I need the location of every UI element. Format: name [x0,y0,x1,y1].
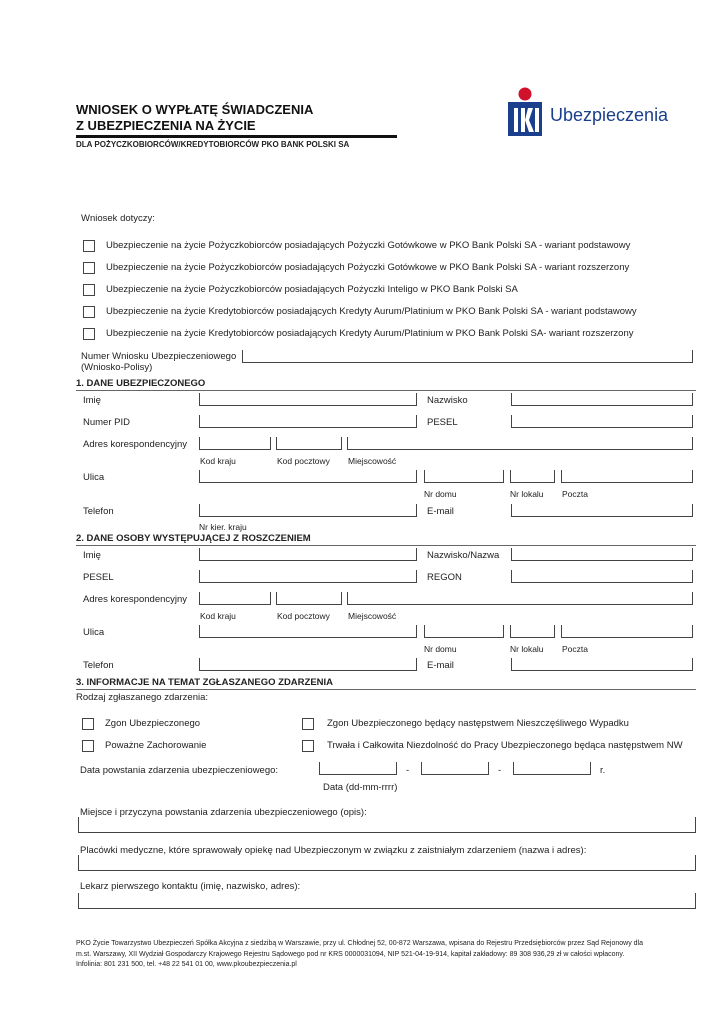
death-accident-label: Zgon Ubezpieczonego będący następstwem Nieszczęśliwego Wypadku [327,718,629,729]
s2-postal-code-field[interactable] [276,592,342,605]
s1-house-no-label: Nr domu [424,489,457,499]
s2-last-name-label: Nazwisko/Nazwa [427,550,500,561]
date-separator: - [498,765,502,776]
s1-postal-code-label: Kod pocztowy [277,456,330,466]
s2-phone-field[interactable] [199,658,417,671]
s2-city-label: Miejscowość [348,611,397,621]
section3-divider [76,689,696,690]
facilities-field[interactable] [78,855,696,871]
s1-city-label: Miejscowość [348,456,397,466]
s1-country-code-field[interactable] [199,437,271,450]
footer-line: Infolinia: 801 231 500, tel. +48 22 541 01 00, www.pkoubezpieczenia.pl [76,961,297,968]
s2-post-label: Poczta [562,644,588,654]
option-label: Ubezpieczenie na życie Kredytobiorców posiadających Kredyty Aurum/Platinium w PKO Bank Polski SA - wariant podstawowy [106,306,637,317]
form-title-line2: Z UBEZPIECZENIA NA ŻYCIE [76,118,256,133]
section1-heading: 1. DANE UBEZPIECZONEGO [76,378,206,389]
footer [76,939,691,971]
s2-country-code-label: Kod kraju [200,611,236,621]
s2-pesel-field[interactable] [199,570,417,583]
death-checkbox[interactable] [82,718,94,730]
illness-label: Poważne Zachorowanie [105,740,207,751]
footer-line: PKO Życie Towarzystwo Ubezpieczeń Spółka Akcyjna z siedzibą w Warszawie, przy ul. Chłodnej 52, 00-872 Warszawa, wpisana do Rejestru Przedsiębiorców przez Sąd Rejonowy dla [76,940,643,947]
event-year-field[interactable] [513,762,591,775]
s1-flat-no-field[interactable] [510,470,555,483]
s1-flat-no-label: Nr lokalu [510,489,544,499]
s1-postal-code-field[interactable] [276,437,342,450]
s2-street-field[interactable] [199,625,417,638]
s2-email-label: E-mail [427,660,454,671]
option-checkbox[interactable] [83,284,95,296]
s1-email-field[interactable] [511,504,693,517]
s1-pesel-field[interactable] [511,415,693,428]
s1-address-label: Adres korespondencyjny [83,439,188,450]
option-label: Ubezpieczenie na życie Kredytobiorców posiadających Kredyty Aurum/Platinium w PKO Bank Polski SA- wariant rozszerzony [106,328,634,339]
s2-postal-code-label: Kod pocztowy [277,611,330,621]
option-label: Ubezpieczenie na życie Pożyczkobiorców posiadających Pożyczki Inteligo w PKO Bank Polski SA [106,284,518,295]
pko-logo-icon [505,86,545,138]
footer-line: m.st. Warszawy, XII Wydział Gospodarczy Krajowego Rejestru Sądowego pod nr KRS 0000031094, NIP 521-04-19-914, kapitał zakładowy: 89 308 936,29 zł w całości wpłacony. [76,950,625,958]
s1-street-field[interactable] [199,470,417,483]
option-checkbox[interactable] [83,306,95,318]
s2-first-name-label: Imię [83,550,101,561]
s2-house-no-field[interactable] [424,625,504,638]
brand-name: Ubezpieczenia [550,105,669,125]
facilities-label: Placówki medyczne, które sprawowały opiekę nad Ubezpieczonym w związku z zaistniałym zdarzeniem (nazwa i adres): [80,845,587,856]
s2-first-name-field[interactable] [199,548,417,561]
s2-email-field[interactable] [511,658,693,671]
s2-flat-no-field[interactable] [510,625,555,638]
s1-house-no-field[interactable] [424,470,504,483]
illness-checkbox[interactable] [82,740,94,752]
policy-number-label: Numer Wniosku Ubezpieczeniowego [81,351,237,362]
section2-divider [76,545,696,546]
event-date-label: Data powstania zdarzenia ubezpieczeniowego: [80,765,279,776]
title-rule [76,135,397,138]
section1-divider [76,390,696,391]
s2-city-field[interactable] [347,592,693,605]
option-checkbox[interactable] [83,262,95,274]
death-label: Zgon Ubezpieczonego [105,718,201,729]
doctor-field[interactable] [78,893,696,909]
s2-flat-no-label: Nr lokalu [510,644,544,654]
s1-phone-field[interactable] [199,504,417,517]
s2-address-label: Adres korespondencyjny [83,594,188,605]
date-separator: - [406,765,410,776]
s2-regon-field[interactable] [511,570,693,583]
policy-number-field[interactable] [242,350,693,363]
event-day-field[interactable] [319,762,397,775]
event-type-label: Rodzaj zgłaszanego zdarzenia: [76,692,209,703]
s1-pid-label: Numer PID [83,417,130,428]
s2-post-field[interactable] [561,625,693,638]
s1-last-name-field[interactable] [511,393,693,406]
place-cause-label: Miejsce i przyczyna powstania zdarzenia ubezpieczeniowego (opis): [80,807,367,818]
year-suffix: r. [600,765,606,776]
option-label: Ubezpieczenie na życie Pożyczkobiorców posiadających Pożyczki Gotówkowe w PKO Bank Polski SA - wariant rozszerzony [106,262,630,273]
place-cause-field[interactable] [78,817,696,833]
s1-first-name-field[interactable] [199,393,417,406]
s2-pesel-label: PESEL [83,572,114,583]
option-checkbox[interactable] [83,240,95,252]
application-label: Wniosek dotyczy: [81,213,155,224]
s2-phone-label: Telefon [83,660,114,671]
s2-regon-label: REGON [427,572,462,583]
s2-last-name-field[interactable] [511,548,693,561]
section2-heading: 2. DANE OSOBY WYSTĘPUJĄCEJ Z ROSZCZENIEM [76,533,311,544]
s1-dial-code-label: Nr kier. kraju [199,522,247,532]
form-subtitle: DLA POŻYCZKOBIORCÓW/KREDYTOBIORCÓW PKO BANK POLSKI SA [76,140,350,149]
death-accident-checkbox[interactable] [302,718,314,730]
s1-first-name-label: Imię [83,395,101,406]
event-month-field[interactable] [421,762,489,775]
disability-label: Trwała i Całkowita Niezdolność do Pracy Ubezpieczonego będąca następstwem NW [327,740,683,751]
policy-number-sublabel: (Wniosko-Polisy) [81,362,153,373]
option-checkbox[interactable] [83,328,95,340]
s1-last-name-label: Nazwisko [427,395,468,406]
disability-checkbox[interactable] [302,740,314,752]
s2-house-no-label: Nr domu [424,644,457,654]
s1-pesel-label: PESEL [427,417,458,428]
s1-pid-field[interactable] [199,415,417,428]
s1-post-field[interactable] [561,470,693,483]
section3-heading: 3. INFORMACJE NA TEMAT ZGŁASZANEGO ZDARZENIA [76,677,334,688]
s2-street-label: Ulica [83,627,105,638]
date-format-label: Data (dd-mm-rrrr) [323,782,398,793]
s1-street-label: Ulica [83,472,105,483]
s1-email-label: E-mail [427,506,454,517]
s1-phone-label: Telefon [83,506,114,517]
s1-city-field[interactable] [347,437,693,450]
doctor-label: Lekarz pierwszego kontaktu (imię, nazwisko, adres): [80,881,301,892]
form-title-line1: WNIOSEK O WYPŁATĘ ŚWIADCZENIA [76,102,314,117]
s1-country-code-label: Kod kraju [200,456,236,466]
s2-country-code-field[interactable] [199,592,271,605]
s1-post-label: Poczta [562,489,588,499]
option-label: Ubezpieczenie na życie Pożyczkobiorców posiadających Pożyczki Gotówkowe w PKO Bank Polski SA - wariant podstawowy [106,240,631,251]
